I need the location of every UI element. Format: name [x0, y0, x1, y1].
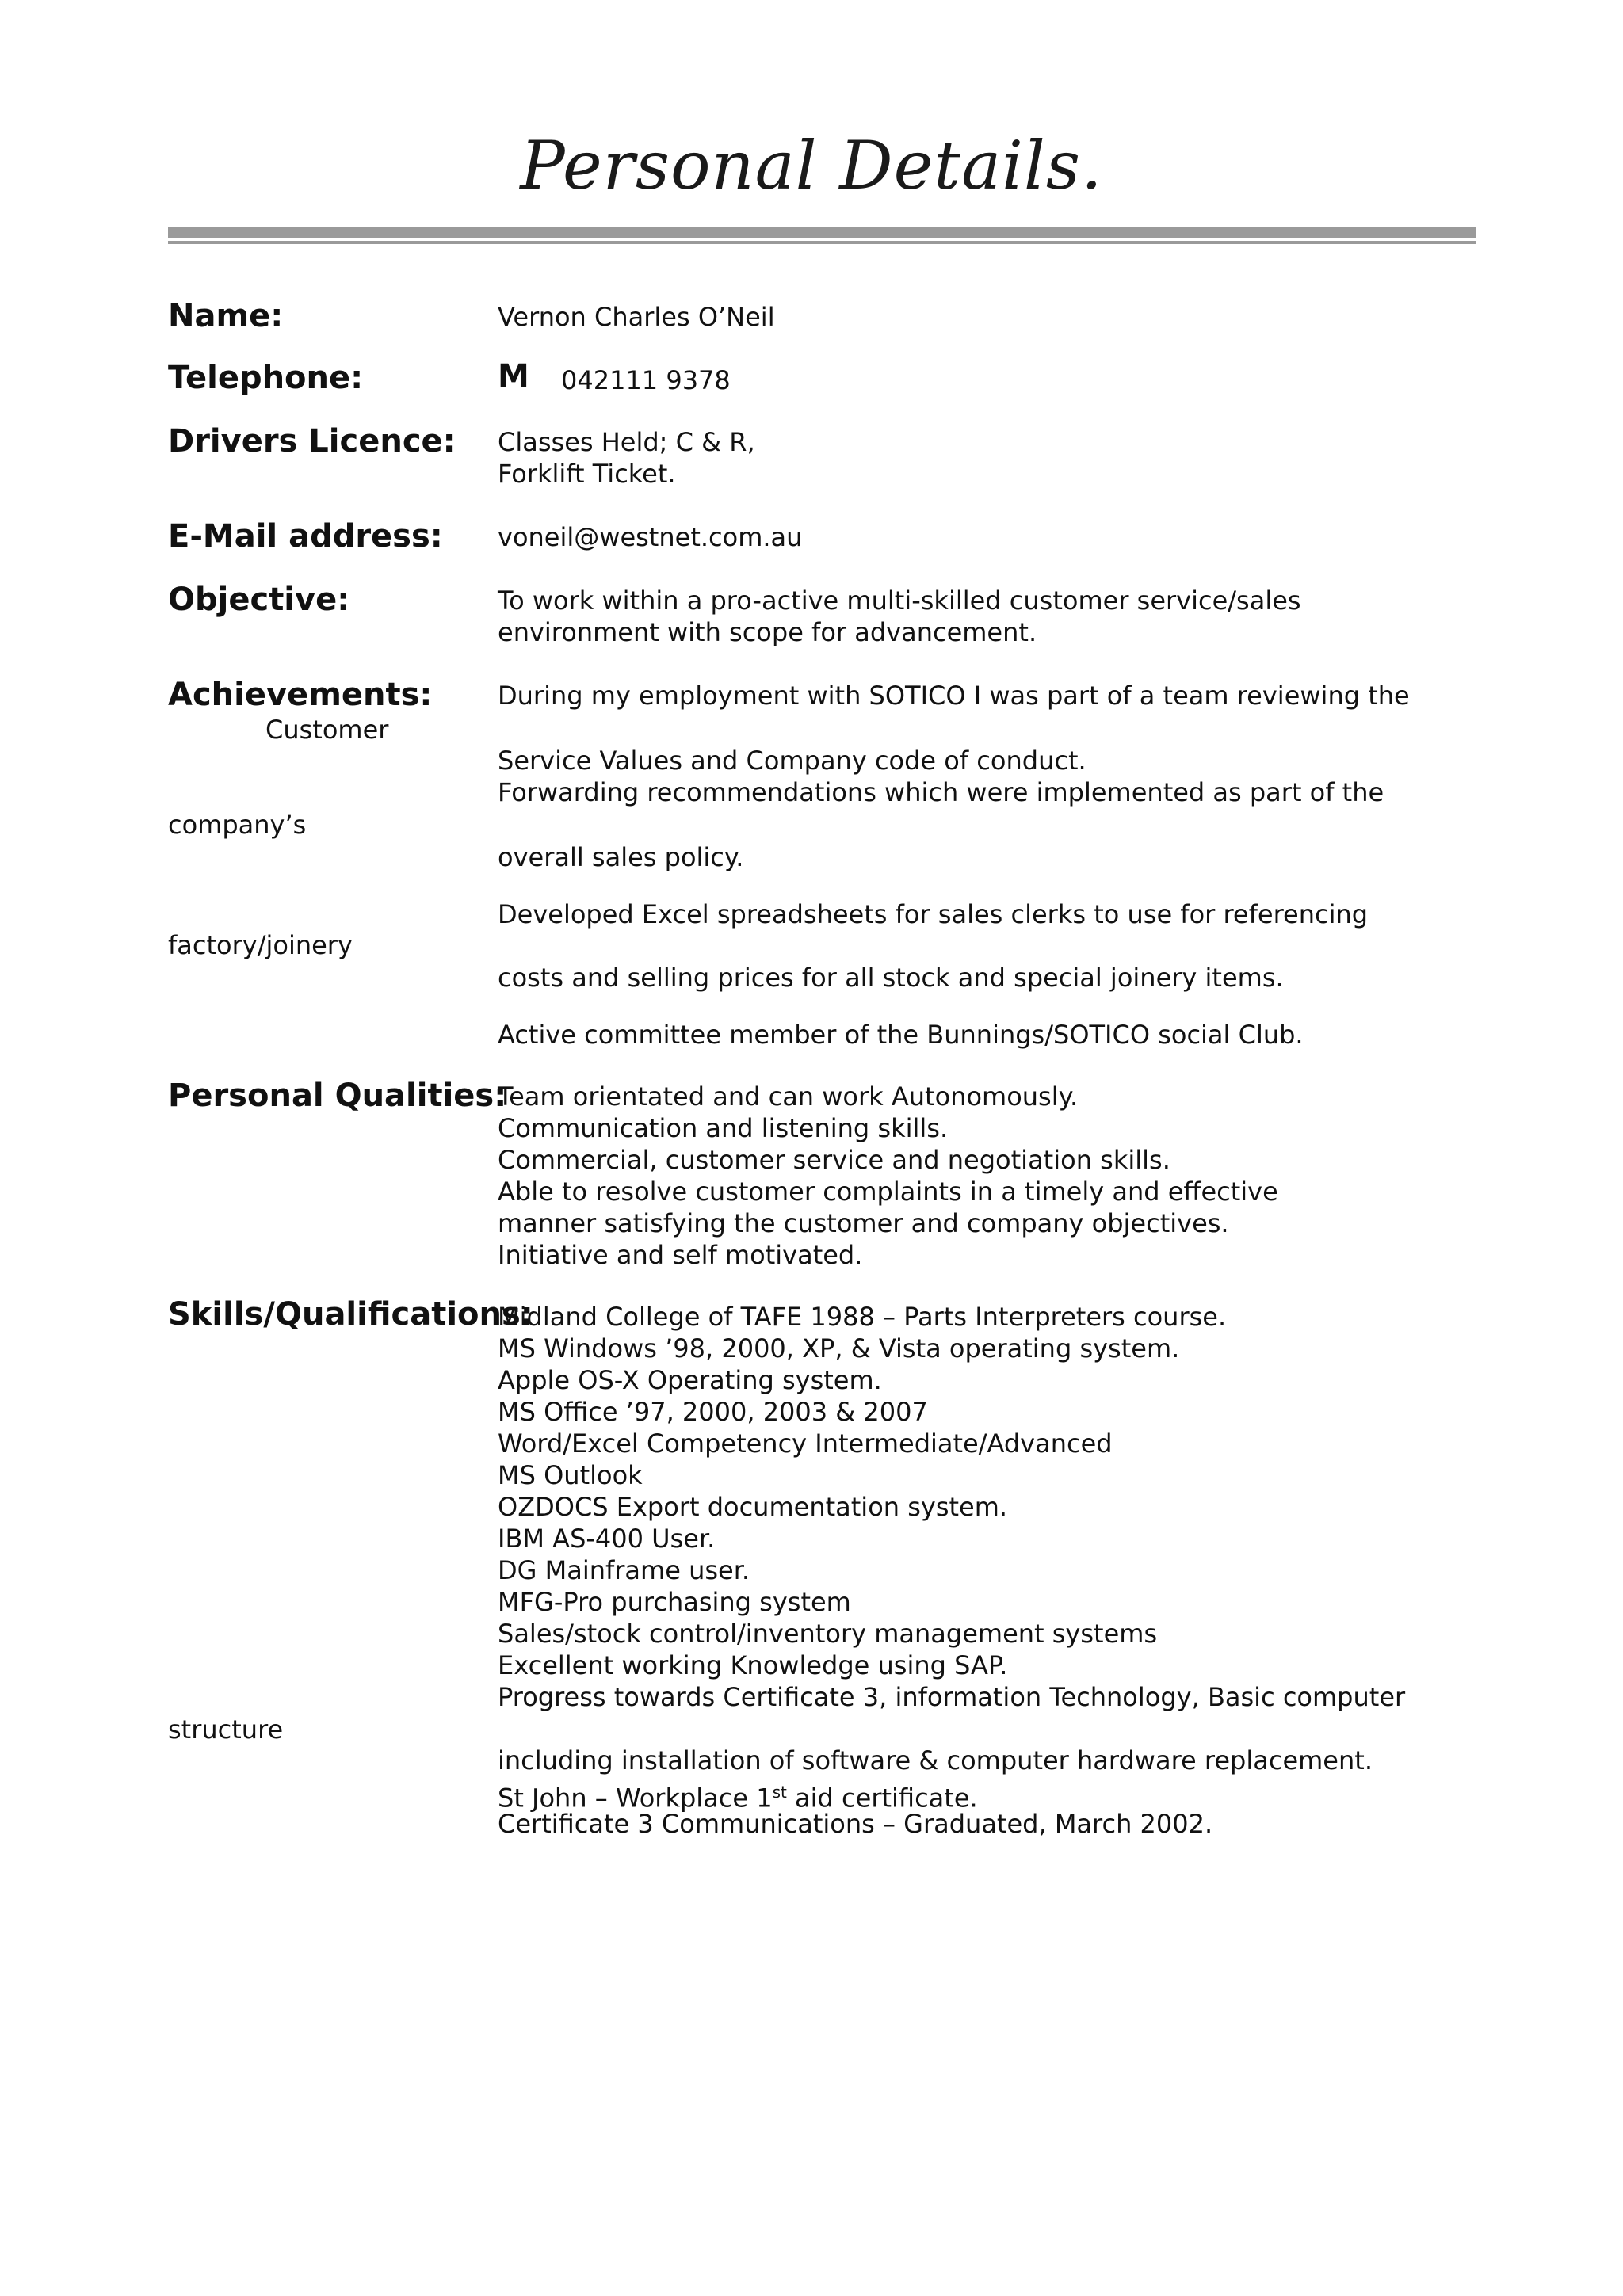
first-aid-text: St John – Workplace 1	[498, 1783, 773, 1814]
licence-line: Forklift Ticket.	[498, 459, 676, 489]
stray-text: Customer	[265, 715, 389, 745]
skill-line: MFG-Pro purchasing system	[498, 1587, 851, 1617]
quality-line: Commercial, customer service and negotiation skills.	[498, 1145, 1170, 1175]
title-rule	[168, 227, 1476, 238]
telephone-value: 042111 9378	[561, 365, 731, 395]
stray-text: structure	[168, 1714, 284, 1745]
qualities-label: Personal Qualities:	[168, 1077, 507, 1114]
page-title: Personal Details.	[520, 127, 1103, 204]
quality-line: Team orientated and can work Autonomously.	[498, 1081, 1079, 1112]
skill-line: IBM AS-400 User.	[498, 1524, 716, 1554]
licence-label: Drivers Licence:	[168, 423, 456, 460]
mobile-prefix: M	[498, 358, 529, 395]
skill-line: Midland College of TAFE 1988 – Parts Interpreters course.	[498, 1302, 1227, 1332]
licence-line: Classes Held; C & R,	[498, 427, 755, 457]
quality-line: manner satisfying the customer and company objectives.	[498, 1208, 1229, 1238]
objective-label: Objective:	[168, 582, 350, 618]
achievements-label: Achievements:	[168, 677, 433, 713]
quality-line: Communication and listening skills.	[498, 1113, 949, 1143]
skill-line: MS Office ’97, 2000, 2003 & 2007	[498, 1397, 928, 1427]
skill-line: Apple OS-X Operating system.	[498, 1365, 882, 1395]
achievement-line: overall sales policy.	[498, 842, 744, 872]
superscript-st: st	[772, 1783, 787, 1802]
title-rule-thin	[168, 241, 1476, 244]
skill-line: DG Mainframe user.	[498, 1555, 750, 1585]
skill-line: including installation of software & computer hardware replacement.	[498, 1745, 1373, 1775]
stray-text: company’s	[168, 810, 307, 840]
skill-line: Excellent working Knowledge using SAP.	[498, 1650, 1008, 1680]
email-value: voneil@westnet.com.au	[498, 522, 803, 552]
achievement-line: Active committee member of the Bunnings/SOTICO social Club.	[498, 1020, 1304, 1050]
skill-line: OZDOCS Export documentation system.	[498, 1492, 1008, 1522]
objective-line: To work within a pro-active multi-skilled customer service/sales	[498, 585, 1301, 616]
achievement-line: Developed Excel spreadsheets for sales clerks to use for referencing	[498, 899, 1369, 929]
skill-line: Progress towards Certificate 3, information Technology, Basic computer	[498, 1682, 1406, 1712]
skills-label: Skills/Qualifications:	[168, 1296, 533, 1333]
skill-line: Certificate 3 Communications – Graduated, March 2002.	[498, 1809, 1213, 1839]
objective-line: environment with scope for advancement.	[498, 617, 1037, 647]
achievement-line: costs and selling prices for all stock and special joinery items.	[498, 963, 1284, 993]
first-aid-text-end: aid certificate.	[786, 1783, 978, 1814]
achievement-line: During my employment with SOTICO I was part of a team reviewing the	[498, 681, 1410, 711]
name-value: Vernon Charles O’Neil	[498, 302, 775, 332]
skill-line: MS Windows ’98, 2000, XP, & Vista operating system.	[498, 1333, 1180, 1363]
name-label: Name:	[168, 298, 284, 334]
telephone-label: Telephone:	[168, 360, 364, 396]
achievement-line: Service Values and Company code of conduct.	[498, 746, 1086, 776]
quality-line: Initiative and self motivated.	[498, 1240, 863, 1270]
stray-text: factory/joinery	[168, 930, 353, 960]
email-label: E-Mail address:	[168, 518, 443, 555]
skill-line: Sales/stock control/inventory management systems	[498, 1619, 1158, 1649]
achievement-line: Forwarding recommendations which were implemented as part of the	[498, 777, 1384, 807]
skill-line: Word/Excel Competency Intermediate/Advanced	[498, 1428, 1113, 1459]
skill-line: MS Outlook	[498, 1460, 643, 1490]
quality-line: Able to resolve customer complaints in a timely and effective	[498, 1177, 1278, 1207]
